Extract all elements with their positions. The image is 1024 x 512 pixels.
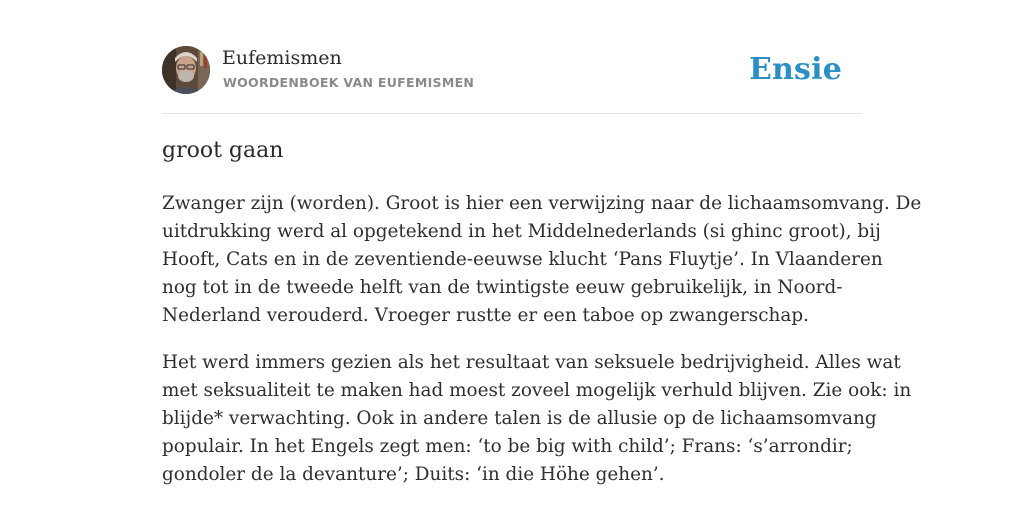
entry-paragraph-2 bbox=[162, 349, 912, 489]
source-subtitle: WOORDENBOEK VAN EUFEMISMEN bbox=[223, 75, 475, 90]
author-portrait-icon bbox=[162, 46, 210, 94]
entry-paragraph-1 bbox=[162, 190, 922, 330]
source-name[interactable]: Eufemismen bbox=[222, 47, 342, 69]
paragraph-line: nog tot in de tweede helft van de twintigste eeuw gebruikelijk, in Noord- bbox=[162, 277, 843, 298]
paragraph-line: gondoler de la devanture’; Duits: ‘in die Höhe gehen’. bbox=[162, 464, 665, 485]
paragraph-line: Nederland verouderd. Vroeger rustte er een taboe op zwangerschap. bbox=[162, 305, 809, 326]
paragraph-line: Hooft, Cats en in de zeventiende-eeuwse klucht ‘Pans Fluytje’. In Vlaanderen bbox=[162, 249, 883, 270]
paragraph-line: uitdrukking werd al opgetekend in het Middelnederlands (si ghinc groot), bij bbox=[162, 221, 881, 242]
entry-term: groot gaan bbox=[162, 138, 284, 163]
header-divider bbox=[162, 113, 862, 114]
paragraph-line: populair. In het Engels zegt men: ‘to be big with child’; Frans: ‘s’arrondir; bbox=[162, 436, 853, 457]
paragraph-line: blijde* verwachting. Ook in andere talen is de allusie op de lichaamsomvang bbox=[162, 408, 877, 429]
paragraph-line: Zwanger zijn (worden). Groot is hier een verwijzing naar de lichaamsomvang. De bbox=[162, 193, 922, 214]
source-header bbox=[162, 46, 862, 96]
author-avatar[interactable] bbox=[162, 46, 210, 94]
brand-logo[interactable]: Ensie bbox=[748, 52, 842, 87]
paragraph-line: met seksualiteit te maken had moest zoveel mogelijk verhuld blijven. Zie ook: in bbox=[162, 380, 912, 401]
paragraph-line: Het werd immers gezien als het resultaat van seksuele bedrijvigheid. Alles wat bbox=[162, 352, 901, 373]
